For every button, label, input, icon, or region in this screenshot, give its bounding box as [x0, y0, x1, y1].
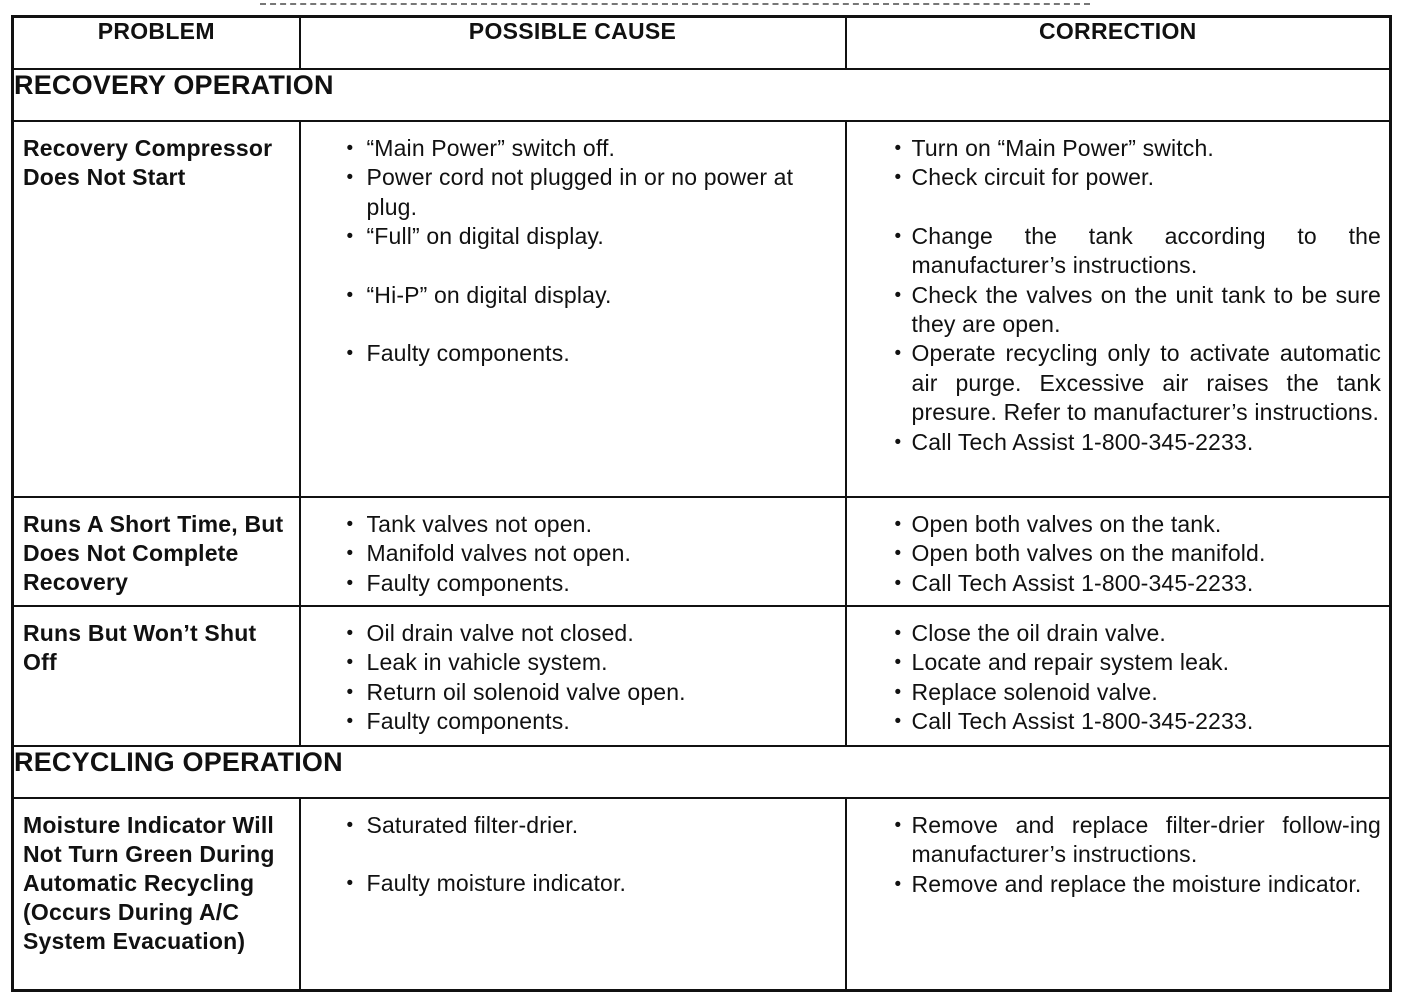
cause-item: • Faulty components. [309, 707, 837, 736]
problem-cell: Runs A Short Time, But Does Not Complete Recovery [13, 497, 300, 606]
bullet-icon: • [346, 514, 354, 535]
bullet-icon: • [346, 815, 354, 836]
correction-item: • Check circuit for power. [855, 163, 1382, 192]
section-row-recovery [13, 69, 1391, 121]
cause-item: • “Full” on digital display. [309, 222, 837, 251]
section-title: RECOVERY OPERATION [13, 69, 1391, 121]
cause-item: • Leak in vahicle system. [309, 648, 837, 677]
table-row [13, 121, 1391, 497]
bullet-icon: • [346, 652, 354, 674]
table-row [13, 606, 1391, 746]
correction-cell [846, 606, 1391, 746]
bullet-icon: • [894, 514, 902, 535]
section-title: RECYCLING OPERATION [13, 746, 1391, 798]
bullet-icon: • [346, 543, 354, 565]
bullet-icon: • [346, 572, 354, 594]
bullet-icon: • [346, 623, 354, 644]
correction-item: • Call Tech Assist 1-800-345-2233. [855, 428, 1382, 457]
cause-cell [300, 497, 846, 606]
correction-item: • Change the tank according to the manufacturer’s instructions. [894, 222, 1381, 279]
correction-item: • Check the valves on the unit tank to be sure they are open. [894, 281, 1381, 338]
top-decorative-line [260, 3, 1090, 11]
bullet-icon: • [894, 711, 902, 733]
cause-item: • Faulty moisture indicator. [309, 869, 837, 898]
bullet-icon: • [894, 225, 902, 247]
bullet-icon: • [894, 681, 902, 703]
correction-item: • Replace solenoid valve. [855, 678, 1382, 707]
bullet-icon: • [894, 167, 902, 189]
correction-item: • Call Tech Assist 1-800-345-2233. [855, 569, 1382, 598]
correction-item: • Locate and repair system leak. [855, 648, 1382, 677]
correction-cell [846, 798, 1391, 990]
table-row [13, 798, 1391, 990]
correction-header: CORRECTION [846, 17, 1391, 70]
correction-cell [846, 121, 1391, 497]
correction-item: • Operate recycling only to activate automatic air purge. Excessive air raises the tank presure. Refer to manufacturer’s instructions. [894, 340, 1381, 426]
bullet-icon: • [346, 167, 354, 189]
cause-item: • “Main Power” switch off. [309, 134, 837, 163]
cause-item: • Faulty components. [309, 339, 837, 368]
bullet-icon: • [894, 652, 902, 674]
problem-header: PROBLEM [13, 17, 300, 70]
bullet-icon: • [346, 138, 354, 159]
cause-cell [300, 606, 846, 746]
bullet-icon: • [894, 623, 902, 644]
header-row [13, 17, 1391, 70]
problem-cell: Moisture Indicator Will Not Turn Green During Automatic Recycling (Occurs During A/C System Evacuation) [13, 798, 300, 990]
bullet-icon: • [894, 572, 902, 594]
bullet-icon: • [894, 343, 902, 365]
troubleshooting-table [11, 15, 1392, 992]
problem-cell: Runs But Won’t Shut Off [13, 606, 300, 746]
section-row-recycling [13, 746, 1391, 798]
cause-item: • Faulty components. [309, 569, 837, 598]
cause-item: • Power cord not plugged in or no power at plug. [346, 164, 794, 220]
cause-item: • Return oil solenoid valve open. [309, 678, 837, 707]
correction-item: • Open both valves on the tank. [855, 510, 1382, 539]
bullet-icon: • [346, 226, 354, 248]
cause-item: • Tank valves not open. [309, 510, 837, 539]
correction-item: • Remove and replace the moisture indicator. [855, 870, 1382, 899]
bullet-icon: • [346, 343, 354, 365]
correction-item: • Open both valves on the manifold. [855, 539, 1382, 568]
bullet-icon: • [346, 873, 354, 895]
bullet-icon: • [894, 138, 902, 159]
bullet-icon: • [346, 284, 354, 306]
bullet-icon: • [894, 815, 902, 836]
bullet-icon: • [894, 873, 902, 895]
correction-item: • Turn on “Main Power” switch. [855, 134, 1382, 163]
cause-item: • Oil drain valve not closed. [309, 619, 837, 648]
cause-item: • “Hi-P” on digital display. [309, 281, 837, 310]
cause-header: POSSIBLE CAUSE [300, 17, 846, 70]
cause-item: • Manifold valves not open. [309, 539, 837, 568]
cause-item: • Saturated filter-drier. [309, 811, 837, 840]
problem-cell: Recovery Compressor Does Not Start [13, 121, 300, 497]
correction-item: • Call Tech Assist 1-800-345-2233. [855, 707, 1382, 736]
bullet-icon: • [346, 681, 354, 703]
cause-cell [300, 798, 846, 990]
correction-item: • Remove and replace filter-drier follow-ing manufacturer’s instructions. [894, 812, 1381, 868]
bullet-icon: • [894, 284, 902, 306]
cause-cell [300, 121, 846, 497]
correction-item: • Close the oil drain valve. [855, 619, 1382, 648]
bullet-icon: • [894, 543, 902, 565]
table-row [13, 497, 1391, 606]
bullet-icon: • [346, 711, 354, 733]
correction-cell [846, 497, 1391, 606]
bullet-icon: • [894, 431, 902, 453]
